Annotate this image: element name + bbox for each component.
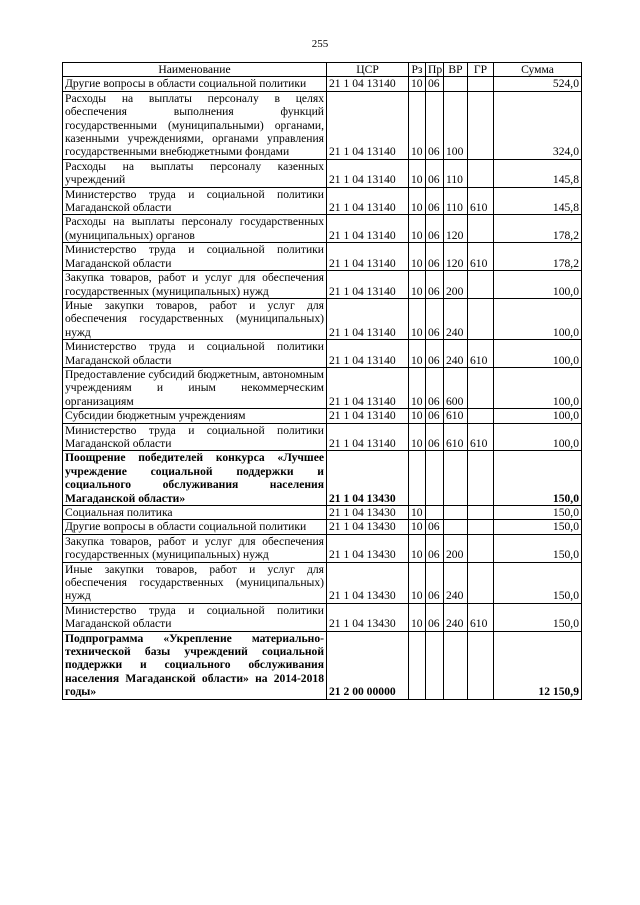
cell-gr bbox=[468, 298, 494, 339]
cell-name: Другие вопросы в области социальной политики bbox=[63, 520, 327, 534]
cell-vr: 240 bbox=[444, 340, 468, 368]
cell-rz: 10 bbox=[409, 340, 426, 368]
cell-rz: 10 bbox=[409, 77, 426, 91]
cell-sum: 150,0 bbox=[494, 506, 582, 520]
table-row bbox=[63, 409, 582, 423]
cell-rz: 10 bbox=[409, 409, 426, 423]
cell-name: Министерство труда и социальной политики Магаданской области bbox=[63, 243, 327, 271]
table-row bbox=[63, 243, 582, 271]
cell-rz: 10 bbox=[409, 215, 426, 243]
cell-sum: 524,0 bbox=[494, 77, 582, 91]
cell-rz: 10 bbox=[409, 159, 426, 187]
header-pr: Пр bbox=[426, 63, 444, 77]
page-number: 255 bbox=[311, 38, 329, 50]
cell-rz: 10 bbox=[409, 423, 426, 451]
cell-name: Министерство труда и социальной политики Магаданской области bbox=[63, 603, 327, 631]
cell-pr: 06 bbox=[426, 603, 444, 631]
cell-vr: 120 bbox=[444, 215, 468, 243]
cell-vr: 240 bbox=[444, 603, 468, 631]
cell-csr: 21 1 04 13140 bbox=[327, 187, 409, 215]
cell-csr: 21 2 00 00000 bbox=[327, 631, 409, 699]
header-vr: ВР bbox=[444, 63, 468, 77]
cell-vr: 610 bbox=[444, 409, 468, 423]
table-row bbox=[63, 298, 582, 339]
header-rz: Рз bbox=[409, 63, 426, 77]
cell-sum: 178,2 bbox=[494, 215, 582, 243]
header-gr: ГР bbox=[468, 63, 494, 77]
cell-csr: 21 1 04 13140 bbox=[327, 298, 409, 339]
cell-name: Закупка товаров, работ и услуг для обеспечения государственных (муниципальных) нужд bbox=[63, 271, 327, 299]
cell-sum: 100,0 bbox=[494, 423, 582, 451]
header-csr: ЦСР bbox=[327, 63, 409, 77]
cell-sum: 324,0 bbox=[494, 91, 582, 159]
table-row bbox=[63, 520, 582, 534]
cell-pr bbox=[426, 451, 444, 506]
cell-gr bbox=[468, 367, 494, 408]
table-row bbox=[63, 367, 582, 408]
table-row bbox=[63, 534, 582, 562]
cell-gr: 610 bbox=[468, 187, 494, 215]
cell-rz: 10 bbox=[409, 562, 426, 603]
cell-gr bbox=[468, 271, 494, 299]
cell-pr: 06 bbox=[426, 271, 444, 299]
cell-gr bbox=[468, 77, 494, 91]
cell-rz: 10 bbox=[409, 506, 426, 520]
cell-sum: 178,2 bbox=[494, 243, 582, 271]
cell-gr bbox=[468, 520, 494, 534]
cell-pr: 06 bbox=[426, 423, 444, 451]
cell-sum: 100,0 bbox=[494, 409, 582, 423]
cell-gr bbox=[468, 409, 494, 423]
cell-pr: 06 bbox=[426, 91, 444, 159]
cell-vr bbox=[444, 451, 468, 506]
header-name: Наименование bbox=[63, 63, 327, 77]
cell-csr: 21 1 04 13140 bbox=[327, 409, 409, 423]
cell-name: Закупка товаров, работ и услуг для обеспечения государственных (муниципальных) нужд bbox=[63, 534, 327, 562]
cell-pr: 06 bbox=[426, 367, 444, 408]
cell-sum: 100,0 bbox=[494, 298, 582, 339]
table-row bbox=[63, 631, 582, 699]
table-row bbox=[63, 423, 582, 451]
cell-gr bbox=[468, 215, 494, 243]
cell-name: Министерство труда и социальной политики Магаданской области bbox=[63, 423, 327, 451]
cell-pr bbox=[426, 631, 444, 699]
header-sum: Сумма bbox=[494, 63, 582, 77]
cell-pr: 06 bbox=[426, 520, 444, 534]
cell-rz: 10 bbox=[409, 367, 426, 408]
cell-gr bbox=[468, 451, 494, 506]
cell-pr: 06 bbox=[426, 215, 444, 243]
table-row bbox=[63, 91, 582, 159]
cell-csr: 21 1 04 13430 bbox=[327, 506, 409, 520]
cell-vr: 610 bbox=[444, 423, 468, 451]
cell-rz: 10 bbox=[409, 298, 426, 339]
cell-csr: 21 1 04 13430 bbox=[327, 534, 409, 562]
cell-gr bbox=[468, 562, 494, 603]
cell-sum: 145,8 bbox=[494, 187, 582, 215]
cell-csr: 21 1 04 13140 bbox=[327, 215, 409, 243]
cell-gr: 610 bbox=[468, 340, 494, 368]
cell-sum: 150,0 bbox=[494, 534, 582, 562]
cell-pr: 06 bbox=[426, 187, 444, 215]
cell-csr: 21 1 04 13430 bbox=[327, 603, 409, 631]
cell-sum: 100,0 bbox=[494, 367, 582, 408]
cell-sum: 12 150,9 bbox=[494, 631, 582, 699]
cell-name: Министерство труда и социальной политики Магаданской области bbox=[63, 340, 327, 368]
cell-gr bbox=[468, 91, 494, 159]
cell-vr: 240 bbox=[444, 298, 468, 339]
cell-name: Поощрение победителей конкурса «Лучшее учреждение социальной поддержки и социального обслуживания населения Магаданской области» bbox=[63, 451, 327, 506]
cell-vr: 240 bbox=[444, 562, 468, 603]
cell-csr: 21 1 04 13430 bbox=[327, 520, 409, 534]
cell-csr: 21 1 04 13140 bbox=[327, 423, 409, 451]
cell-gr bbox=[468, 159, 494, 187]
cell-vr: 120 bbox=[444, 243, 468, 271]
cell-pr: 06 bbox=[426, 340, 444, 368]
cell-pr: 06 bbox=[426, 409, 444, 423]
cell-name: Предоставление субсидий бюджетным, автономным учреждениям и иным некоммерческим организациям bbox=[63, 367, 327, 408]
cell-rz: 10 bbox=[409, 603, 426, 631]
cell-gr bbox=[468, 534, 494, 562]
cell-name: Расходы на выплаты персоналу казенных учреждений bbox=[63, 159, 327, 187]
table-row bbox=[63, 215, 582, 243]
cell-rz: 10 bbox=[409, 271, 426, 299]
cell-pr: 06 bbox=[426, 298, 444, 339]
cell-pr: 06 bbox=[426, 534, 444, 562]
cell-vr: 200 bbox=[444, 271, 468, 299]
cell-csr: 21 1 04 13140 bbox=[327, 271, 409, 299]
cell-pr: 06 bbox=[426, 243, 444, 271]
cell-gr bbox=[468, 506, 494, 520]
cell-csr: 21 1 04 13140 bbox=[327, 243, 409, 271]
cell-gr: 610 bbox=[468, 243, 494, 271]
cell-gr: 610 bbox=[468, 603, 494, 631]
cell-csr: 21 1 04 13140 bbox=[327, 340, 409, 368]
cell-sum: 150,0 bbox=[494, 562, 582, 603]
table-row bbox=[63, 506, 582, 520]
cell-vr: 110 bbox=[444, 187, 468, 215]
cell-pr: 06 bbox=[426, 77, 444, 91]
cell-rz bbox=[409, 631, 426, 699]
cell-vr bbox=[444, 520, 468, 534]
cell-name: Иные закупки товаров, работ и услуг для обеспечения государственных (муниципальных) нужд bbox=[63, 298, 327, 339]
table-row bbox=[63, 187, 582, 215]
cell-sum: 150,0 bbox=[494, 520, 582, 534]
cell-sum: 100,0 bbox=[494, 340, 582, 368]
table-row bbox=[63, 451, 582, 506]
cell-vr: 110 bbox=[444, 159, 468, 187]
table-row bbox=[63, 77, 582, 91]
cell-sum: 150,0 bbox=[494, 603, 582, 631]
cell-sum: 145,8 bbox=[494, 159, 582, 187]
cell-csr: 21 1 04 13430 bbox=[327, 451, 409, 506]
cell-vr bbox=[444, 631, 468, 699]
table-row bbox=[63, 271, 582, 299]
cell-pr: 06 bbox=[426, 562, 444, 603]
table-row bbox=[63, 562, 582, 603]
table-header-row bbox=[63, 63, 582, 77]
cell-vr: 600 bbox=[444, 367, 468, 408]
cell-gr: 610 bbox=[468, 423, 494, 451]
cell-name: Другие вопросы в области социальной политики bbox=[63, 77, 327, 91]
table-row bbox=[63, 603, 582, 631]
table-row bbox=[63, 159, 582, 187]
cell-vr: 200 bbox=[444, 534, 468, 562]
cell-csr: 21 1 04 13140 bbox=[327, 367, 409, 408]
cell-sum: 100,0 bbox=[494, 271, 582, 299]
cell-rz: 10 bbox=[409, 243, 426, 271]
cell-name: Расходы на выплаты персоналу государственных (муниципальных) органов bbox=[63, 215, 327, 243]
cell-rz: 10 bbox=[409, 91, 426, 159]
cell-rz bbox=[409, 451, 426, 506]
cell-pr: 06 bbox=[426, 159, 444, 187]
cell-rz: 10 bbox=[409, 187, 426, 215]
cell-rz: 10 bbox=[409, 520, 426, 534]
cell-rz: 10 bbox=[409, 534, 426, 562]
cell-sum: 150,0 bbox=[494, 451, 582, 506]
budget-table bbox=[62, 62, 582, 700]
cell-name: Социальная политика bbox=[63, 506, 327, 520]
cell-gr bbox=[468, 631, 494, 699]
cell-name: Министерство труда и социальной политики Магаданской области bbox=[63, 187, 327, 215]
cell-pr bbox=[426, 506, 444, 520]
cell-vr bbox=[444, 77, 468, 91]
cell-vr: 100 bbox=[444, 91, 468, 159]
cell-name: Субсидии бюджетным учреждениям bbox=[63, 409, 327, 423]
cell-name: Подпрограмма «Укрепление материально-технической базы учреждений социальной поддержки и социального обслуживания населения Магаданской области» на 2014-2018 годы» bbox=[63, 631, 327, 699]
cell-csr: 21 1 04 13140 bbox=[327, 91, 409, 159]
cell-csr: 21 1 04 13430 bbox=[327, 562, 409, 603]
cell-vr bbox=[444, 506, 468, 520]
table-row bbox=[63, 340, 582, 368]
table-body bbox=[63, 77, 582, 699]
cell-name: Иные закупки товаров, работ и услуг для обеспечения государственных (муниципальных) нужд bbox=[63, 562, 327, 603]
cell-csr: 21 1 04 13140 bbox=[327, 159, 409, 187]
cell-csr: 21 1 04 13140 bbox=[327, 77, 409, 91]
cell-name: Расходы на выплаты персоналу в целях обеспечения выполнения функций государственными (муниципальными) органами, казенными учреждениями, органами управления государственными внебюджетными фондами bbox=[63, 91, 327, 159]
